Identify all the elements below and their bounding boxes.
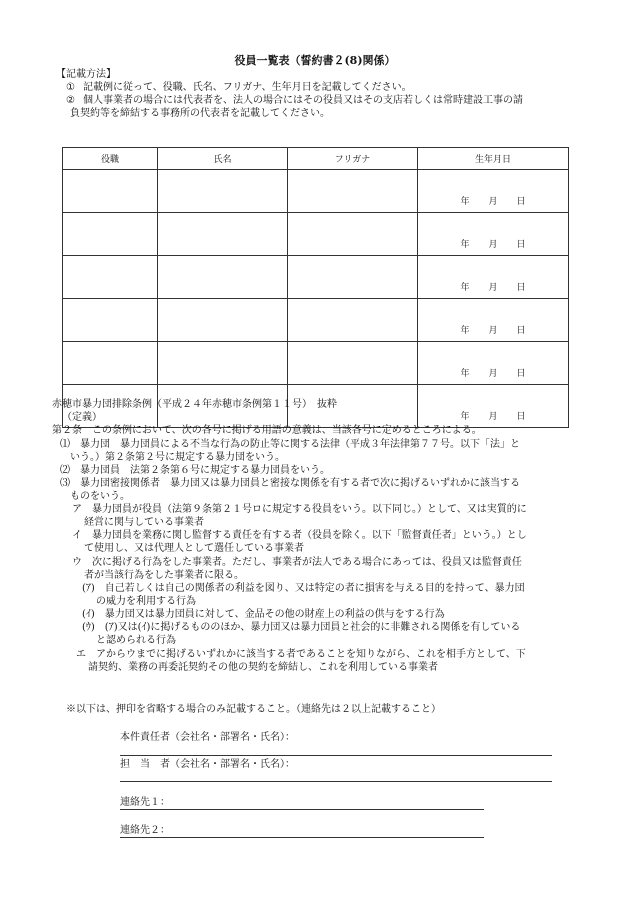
dob-year: 年 <box>460 283 470 293</box>
dob-cell[interactable] <box>418 170 569 213</box>
sub-c-i-line-2: の威力を利用する行為 <box>96 596 196 607</box>
table-row <box>63 213 569 256</box>
method-item-2-num: ② <box>66 95 75 106</box>
header-name: 氏名 <box>158 148 288 170</box>
kana-cell[interactable] <box>288 342 418 385</box>
header-dob: 生年月日 <box>418 148 569 170</box>
sub-c-line-1: ウ 次に掲げる行為をした事業者。ただし、事業者が法人である場合にあっては、役員又は監督責任 <box>72 557 522 568</box>
article-2: 第２条 この条例において、次の各号に掲げる用語の意義は、当該各号に定めるところによる。 <box>52 425 482 436</box>
officers-table <box>62 147 569 428</box>
dob-cell[interactable] <box>418 213 569 256</box>
dob-day: 日 <box>516 369 526 379</box>
dob-day: 日 <box>516 412 526 422</box>
dob-year: 年 <box>460 326 470 336</box>
contact-1-line[interactable] <box>120 809 484 810</box>
sub-b-line-2: て使用し、又は代理人として選任している事業者 <box>84 543 304 554</box>
sub-c-ii: (ｲ) 暴力団又は暴力団員に対して、金品その他の財産上の利益の供与をする行為 <box>82 609 445 620</box>
contact-2-line[interactable] <box>120 837 484 838</box>
dob-month: 月 <box>488 283 498 293</box>
sub-a-line-2: 経営に関与している事業者 <box>84 517 204 528</box>
role-cell[interactable] <box>63 170 158 213</box>
header-role: 役職 <box>63 148 158 170</box>
kana-cell[interactable] <box>288 213 418 256</box>
role-cell[interactable] <box>63 256 158 299</box>
dob-month: 月 <box>488 326 498 336</box>
name-cell[interactable] <box>158 299 288 342</box>
method-heading: 【記載方法】 <box>56 69 116 80</box>
contact-note: ※以下は、押印を省略する場合のみ記載すること。（連絡先は２以上記載すること） <box>66 704 441 715</box>
tanto-line[interactable] <box>120 781 552 782</box>
sub-c-i-line-1: (ｱ) 自己若しくは自己の関係者の利益を図り、又は特定の者に損害を与える目的を持って、暴力団 <box>82 583 525 594</box>
dob-cell[interactable] <box>418 385 569 428</box>
kana-cell[interactable] <box>288 256 418 299</box>
name-cell[interactable] <box>158 170 288 213</box>
responsible-label: 本件責任者（会社名・部署名・氏名）： <box>120 732 295 743</box>
table-row <box>63 170 569 213</box>
sub-d-line-1: エ アからウまでに掲げるいずれかに該当する者であることを知りながら、これを相手方として、下 <box>76 649 526 660</box>
role-cell[interactable] <box>63 342 158 385</box>
table-row <box>63 256 569 299</box>
dob-year: 年 <box>460 197 470 207</box>
name-cell[interactable] <box>158 213 288 256</box>
dob-cell[interactable] <box>418 256 569 299</box>
sub-c-line-2: 者が当該行為をした事業者に限る。 <box>84 570 244 581</box>
page-title: 役員一覧表（誓約書２(8)関係） <box>234 54 396 67</box>
table-row <box>63 342 569 385</box>
kana-cell[interactable] <box>288 299 418 342</box>
item-3-line-1: ⑶ 暴力団密接関係者 暴力団又は暴力団員と密接な関係を有する者で次に掲げるいずれかに該当する <box>60 478 520 489</box>
dob-year: 年 <box>460 369 470 379</box>
ordinance-title: 赤穂市暴力団排除条例（平成２４年赤穂市条例第１１号） 抜粋 <box>52 399 337 410</box>
tanto-label: 担 当 者（会社名・部署名・氏名）： <box>120 759 295 770</box>
role-cell[interactable] <box>63 299 158 342</box>
sub-a-line-1: ア 暴力団員が役員（法第９条第２１号ロに規定する役員をいう。以下同じ。）として、又は実質的に <box>72 504 527 515</box>
name-cell[interactable] <box>158 256 288 299</box>
dob-month: 月 <box>488 369 498 379</box>
dob-day: 日 <box>516 240 526 250</box>
sub-c-iii-line-2: と認められる行為 <box>96 635 176 646</box>
dob-year: 年 <box>460 412 470 422</box>
name-cell[interactable] <box>158 342 288 385</box>
sub-c-iii-line-1: (ｳ) (ｱ)又は(ｲ)に掲げるもののほか、暴力団又は暴力団員と社会的に非難される関係を有している <box>82 622 521 633</box>
method-item-1-text: 記載例に従って、役職、氏名、フリガナ、生年月日を記載してください。 <box>83 82 412 93</box>
dob-month: 月 <box>488 197 498 207</box>
contact-1-label: 連絡先１： <box>120 797 170 808</box>
sub-b-line-1: イ 暴力団員を業務に関し監督する責任を有する者（役員を除く。以下「監督責任者」という。）とし <box>72 530 527 541</box>
item-3-line-2: ものをいう。 <box>70 491 130 502</box>
method-item-2-text: 個人事業者の場合には代表者を、法人の場合にはその役員又はその支店若しくは常時建設工事の請 <box>83 95 523 106</box>
dob-year: 年 <box>460 240 470 250</box>
dob-day: 日 <box>516 326 526 336</box>
contact-2-label: 連絡先２： <box>120 825 170 836</box>
kana-cell[interactable] <box>288 170 418 213</box>
role-cell[interactable] <box>63 213 158 256</box>
dob-cell[interactable] <box>418 342 569 385</box>
dob-cell[interactable] <box>418 299 569 342</box>
dob-day: 日 <box>516 197 526 207</box>
item-1-line-1: ⑴ 暴力団 暴力団員による不当な行為の防止等に関する法律（平成３年法律第７７号。以下「法」と <box>60 439 520 450</box>
sub-d-line-2: 請契約、業務の再委託契約その他の契約を締結し、これを利用している事業者 <box>88 662 438 673</box>
dob-month: 月 <box>488 412 498 422</box>
method-item-2-cont: 負契約等を締結する事務所の代表者を記載してください。 <box>70 108 330 119</box>
definition-heading: （定義） <box>62 412 102 423</box>
method-item-1-num: ① <box>66 82 75 93</box>
dob-month: 月 <box>488 240 498 250</box>
dob-day: 日 <box>516 283 526 293</box>
item-1-line-2: いう。）第２条第２号に規定する暴力団をいう。 <box>70 452 285 463</box>
responsible-line[interactable] <box>120 755 552 756</box>
table-row <box>63 299 569 342</box>
table-header-row <box>63 148 569 170</box>
item-2: ⑵ 暴力団員 法第２条第６号に規定する暴力団員をいう。 <box>60 465 330 476</box>
header-kana: フリガナ <box>288 148 418 170</box>
